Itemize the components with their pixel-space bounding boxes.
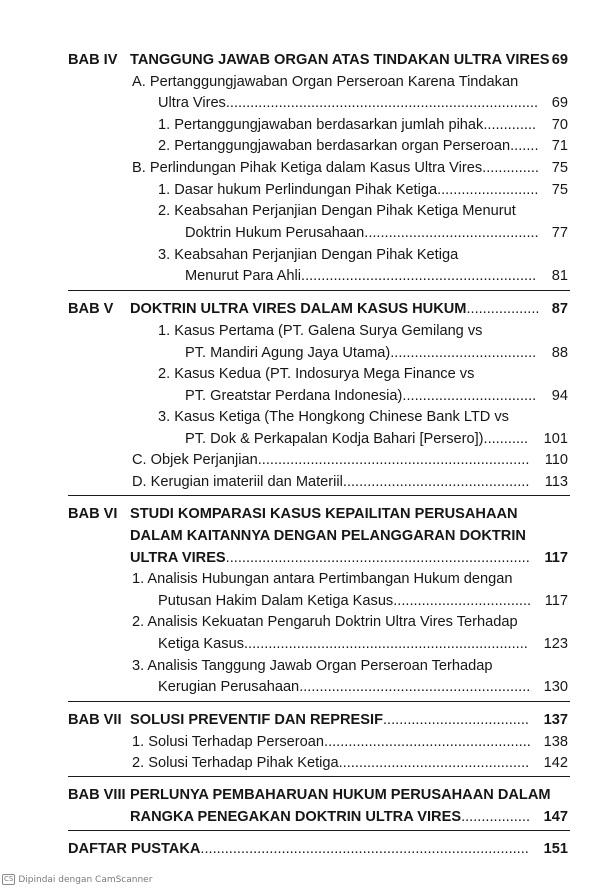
toc-line — [0, 265, 600, 287]
page-number: 123 — [543, 636, 568, 652]
page-number: 110 — [544, 452, 568, 468]
toc-entry-text: 3. Kasus Ketiga (The Hongkong Chinese Bank LTD vs — [158, 409, 509, 425]
toc-line — [0, 179, 600, 201]
toc-entry-text: 1. Solusi Terhadap Perseroan — [132, 734, 325, 750]
page-number: 138 — [543, 734, 568, 750]
toc-entry-text: PT. Mandiri Agung Jaya Utama) — [185, 345, 391, 361]
toc-line — [0, 342, 600, 364]
chapter-separator — [68, 830, 570, 831]
toc-entry-text: A. Pertanggungjawaban Organ Perseroan Karena Tindakan — [132, 74, 519, 90]
toc-entry-text: 2. Pertanggungjawaban berdasarkan organ Perseroan — [158, 138, 511, 154]
camscanner-logo-icon: CS — [4, 875, 14, 883]
leader-dots: ............................................... — [338, 755, 530, 771]
toc-entry — [158, 200, 516, 222]
toc-entry — [185, 385, 536, 407]
toc-entry — [132, 471, 529, 493]
leader-dots: ................................................................................. — [200, 841, 529, 857]
toc-entry — [158, 244, 458, 266]
toc-entry-text: 1. Pertanggungjawaban berdasarkan jumlah pihak — [158, 117, 484, 133]
page-number: 81 — [551, 268, 568, 284]
page-number: 69 — [551, 52, 568, 68]
toc-entry-text: 1. Analisis Hubungan antara Pertimbangan Hukum dengan — [132, 571, 513, 587]
page-number: 75 — [551, 160, 568, 176]
chapter-number: BAB IV — [68, 52, 118, 68]
toc-entry-text: 2. Analisis Kekuatan Pengaruh Doktrin Ultra Vires Terhadap — [132, 614, 518, 630]
leader-dots: ........................................... — [364, 225, 539, 241]
toc-entry-text: Menurut Para Ahli — [185, 268, 302, 284]
toc-line — [0, 784, 600, 806]
leader-dots: ....... — [510, 138, 539, 154]
chapter-title — [130, 503, 518, 525]
toc-entry — [132, 611, 518, 633]
chapter-separator — [68, 701, 570, 702]
toc-entry-text: Doktrin Hukum Perusahaan — [185, 225, 365, 241]
toc-line — [0, 568, 600, 590]
toc-entry-text: SOLUSI PREVENTIF DAN REPRESIF — [130, 712, 383, 728]
toc-entry-text: 1. Dasar hukum Perlindungan Pihak Ketiga — [158, 182, 438, 198]
toc-entry — [158, 406, 509, 428]
toc-entry-text: ULTRA VIRES — [130, 550, 226, 566]
leader-dots: .................................... — [383, 712, 529, 728]
toc-entry-text: RANGKA PENEGAKAN DOKTRIN ULTRA VIRES — [130, 809, 462, 825]
toc-line — [0, 525, 600, 547]
toc-entry — [158, 92, 538, 114]
toc-line — [0, 676, 600, 698]
toc-line — [0, 244, 600, 266]
toc-line — [0, 449, 600, 471]
toc-line — [0, 385, 600, 407]
toc-entry — [132, 449, 529, 471]
toc-line — [0, 320, 600, 342]
toc-line — [0, 428, 600, 450]
toc-entry — [185, 428, 528, 450]
page-number: 87 — [551, 301, 568, 317]
chapter-title — [130, 49, 549, 71]
chapter-separator — [68, 776, 570, 777]
page-number: 77 — [551, 225, 568, 241]
watermark-text: Dipindai dengan CamScanner — [18, 875, 153, 885]
toc-entry-text: DALAM KAITANNYA DENGAN PELANGGARAN DOKTRIN — [130, 528, 526, 544]
page-number: 101 — [543, 431, 568, 447]
leader-dots: ........................................................................... — [225, 550, 530, 566]
toc-entry — [158, 320, 482, 342]
page-number: 147 — [543, 809, 568, 825]
toc-line — [0, 49, 600, 71]
toc-line — [0, 471, 600, 493]
toc-entry-text: TANGGUNG JAWAB ORGAN ATAS TINDAKAN ULTRA VIRES — [130, 52, 550, 68]
chapter-title — [68, 838, 529, 860]
toc-entry — [185, 222, 539, 244]
toc-entry-text: 3. Analisis Tanggung Jawab Organ Perseroan Terhadap — [132, 658, 493, 674]
page-number: 117 — [544, 550, 568, 566]
leader-dots: ................................................... — [324, 734, 531, 750]
toc-entry — [132, 655, 493, 677]
chapter-separator — [68, 290, 570, 291]
chapter-number: BAB VII — [68, 712, 122, 728]
leader-dots: .................. — [466, 301, 540, 317]
toc-entry-text: DOKTRIN ULTRA VIRES DALAM KASUS HUKUM — [130, 301, 467, 317]
toc-line — [0, 752, 600, 774]
toc-line — [0, 655, 600, 677]
toc-line — [0, 633, 600, 655]
toc-line — [0, 157, 600, 179]
toc-entry — [158, 590, 531, 612]
toc-line — [0, 838, 600, 860]
leader-dots: ......................... — [437, 182, 539, 198]
page-number: 71 — [551, 138, 568, 154]
toc-line — [0, 611, 600, 633]
toc-entry-text: Ketiga Kasus — [158, 636, 244, 652]
page-number: 142 — [543, 755, 568, 771]
toc-entry — [158, 363, 474, 385]
leader-dots: .................................... — [390, 345, 537, 361]
toc-entry — [158, 676, 530, 698]
page-number: 70 — [551, 117, 568, 133]
toc-line — [0, 806, 600, 828]
toc-entry-text: C. Objek Perjanjian — [132, 452, 258, 468]
toc-entry-text: 2. Keabsahan Perjanjian Dengan Pihak Ketiga Menurut — [158, 203, 516, 219]
toc-line — [0, 406, 600, 428]
page-number: 94 — [551, 388, 568, 404]
toc-entry-text: 2. Kasus Kedua (PT. Indosurya Mega Finance vs — [158, 366, 475, 382]
toc-entry — [132, 731, 531, 753]
page-number: 151 — [543, 841, 568, 857]
toc-entry-text: Kerugian Perusahaan — [158, 679, 300, 695]
leader-dots: .......................................................... — [301, 268, 537, 284]
toc-entry-text: 3. Keabsahan Perjanjian Dengan Pihak Ketiga — [158, 247, 459, 263]
toc-entry — [185, 342, 536, 364]
page-number: 113 — [544, 474, 568, 490]
toc-line — [0, 135, 600, 157]
leader-dots: .............................................. — [342, 474, 530, 490]
toc-entry-text: STUDI KOMPARASI KASUS KEPAILITAN PERUSAHAAN — [130, 506, 518, 522]
toc-entry-text: D. Kerugian imateriil dan Materiil — [132, 474, 343, 490]
leader-dots: ............. — [483, 117, 537, 133]
toc-entry — [158, 633, 528, 655]
chapter-title — [130, 709, 529, 731]
toc-entry-text: 2. Solusi Terhadap Pihak Ketiga — [132, 755, 339, 771]
toc-line — [0, 709, 600, 731]
toc-entry — [185, 265, 536, 287]
leader-dots: ................. — [461, 809, 531, 825]
toc-line — [0, 731, 600, 753]
chapter-number: BAB V — [68, 301, 114, 317]
chapter-number: BAB VI — [68, 506, 118, 522]
toc-entry — [158, 179, 538, 201]
page-number: 117 — [544, 593, 568, 609]
toc-line — [0, 222, 600, 244]
toc-entry — [132, 752, 529, 774]
toc-line — [0, 503, 600, 525]
leader-dots: .................................. — [393, 593, 532, 609]
toc-entry-text: 1. Kasus Pertama (PT. Galena Surya Gemilang vs — [158, 323, 483, 339]
chapter-title — [130, 298, 539, 320]
leader-dots: ............................................................................. — [225, 95, 539, 111]
scanner-watermark — [2, 874, 152, 886]
toc-line — [0, 71, 600, 93]
leader-dots: ...................................................................... — [244, 636, 528, 652]
toc-entry-text: Putusan Hakim Dalam Ketiga Kasus — [158, 593, 394, 609]
toc-entry-text: B. Perlindungan Pihak Ketiga dalam Kasus Ultra Vires — [132, 160, 483, 176]
leader-dots: ........... — [483, 431, 529, 447]
leader-dots: ................................................................... — [257, 452, 530, 468]
chapter-title — [130, 784, 551, 806]
leader-dots: .............. — [482, 160, 539, 176]
page-number: 75 — [551, 182, 568, 198]
toc-entry-text: PT. Greatstar Perdana Indonesia) — [185, 388, 403, 404]
toc-entry — [158, 135, 539, 157]
page-number: 137 — [543, 712, 568, 728]
page-number: 88 — [551, 345, 568, 361]
toc-line — [0, 547, 600, 569]
leader-dots: ......................................................... — [299, 679, 531, 695]
page-number: 130 — [543, 679, 568, 695]
toc-entry-text: DAFTAR PUSTAKA — [68, 841, 201, 857]
toc-line — [0, 363, 600, 385]
toc-entry-text: PERLUNYA PEMBAHARUAN HUKUM PERUSAHAAN DALAM — [130, 787, 551, 803]
chapter-title — [130, 806, 530, 828]
toc-line — [0, 590, 600, 612]
toc-entry — [132, 71, 518, 93]
toc-entry — [132, 568, 513, 590]
chapter-separator — [68, 495, 570, 496]
toc-line — [0, 298, 600, 320]
chapter-title — [130, 525, 526, 547]
toc-entry-text: Ultra Vires — [158, 95, 226, 111]
toc-line — [0, 92, 600, 114]
toc-entry — [158, 114, 536, 136]
toc-entry-text: PT. Dok & Perkapalan Kodja Bahari [Persero]) — [185, 431, 484, 447]
leader-dots: ................................. — [402, 388, 537, 404]
toc-line — [0, 114, 600, 136]
chapter-title — [130, 547, 530, 569]
page-number: 69 — [551, 95, 568, 111]
toc-line — [0, 200, 600, 222]
chapter-number: BAB VIII — [68, 787, 126, 803]
toc-entry — [132, 157, 539, 179]
